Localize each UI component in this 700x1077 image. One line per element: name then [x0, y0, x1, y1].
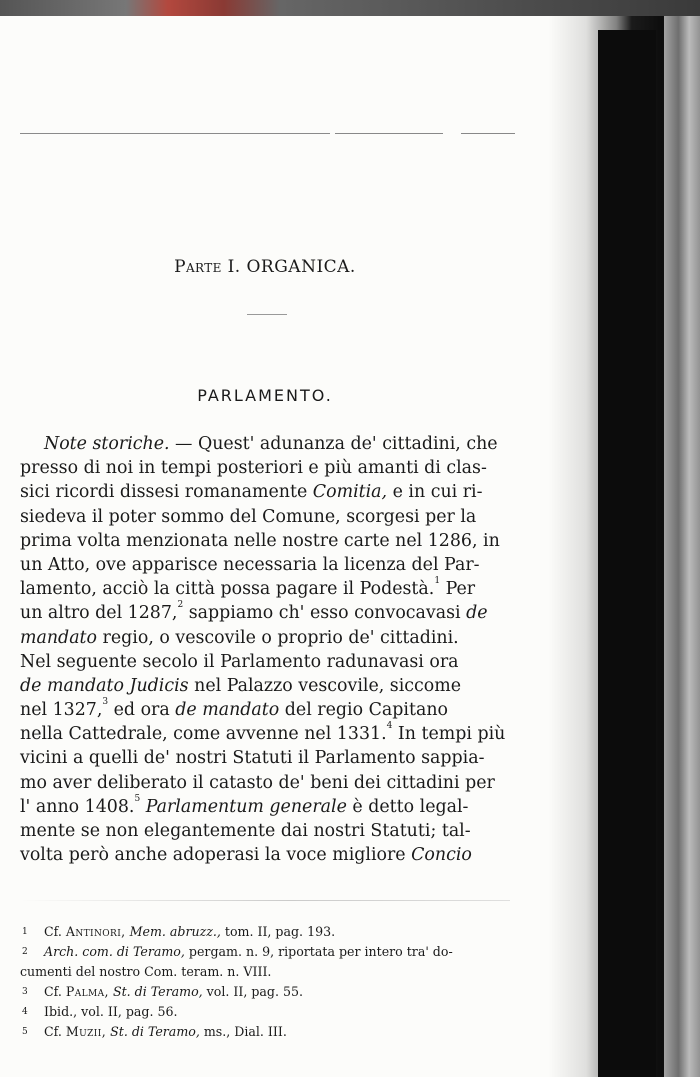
footnote	[20, 982, 490, 1002]
author-name: Muzii,	[65, 1024, 107, 1039]
italic-run: St. di Teramo,	[110, 1024, 200, 1039]
text-run: ed ora	[108, 700, 176, 721]
text-run: tom. II, pag. 193.	[220, 924, 336, 939]
footnote	[20, 1022, 490, 1042]
text-run: presso di noi in tempi posteriori e più amanti di clas-	[20, 458, 487, 479]
footnote-marker: 2	[177, 600, 184, 611]
footnote-separator	[20, 900, 510, 901]
italic-run: de mandato Judicis	[20, 675, 189, 696]
italic-run: mandato	[20, 627, 98, 648]
text-run: l' anno 1408.	[20, 796, 135, 817]
italic-run: de mandato	[175, 700, 280, 721]
text-run: mente se non elegantemente dai nostri Statuti; tal-	[20, 821, 471, 841]
body-line	[20, 601, 487, 625]
footnote-number: 5	[22, 1027, 28, 1037]
text-run: ms., Dial. III.	[199, 1024, 287, 1039]
footnote-number: 1	[22, 927, 28, 937]
author-name: Palma,	[65, 984, 109, 999]
footnotes	[20, 922, 490, 1042]
footnote-number: 2	[22, 947, 28, 957]
body-line	[20, 505, 487, 529]
title-divider	[247, 314, 287, 315]
text-run: Per	[440, 579, 476, 600]
scan-top-edge	[0, 0, 700, 16]
body-line	[20, 529, 500, 553]
book-spine	[598, 30, 656, 1077]
text-run: sici ricordi dissesi romanamente	[20, 482, 313, 503]
text-run: regio, o vescovile o proprio de' cittadini.	[97, 627, 459, 648]
text-run: — Quest' adunanza de' cittadini, che	[169, 434, 498, 454]
body-line	[20, 819, 487, 843]
part-title	[0, 257, 530, 277]
text-run: un altro del 1287,	[20, 603, 178, 624]
body-line	[20, 721, 506, 746]
body-line	[20, 674, 487, 698]
footnote-continuation	[20, 962, 490, 982]
italic-run: de	[466, 603, 488, 624]
body-line	[20, 626, 487, 650]
book-edge	[664, 16, 700, 1077]
text-run: prima volta menzionata nelle nostre carte nel 1286, in	[20, 530, 500, 551]
text-run: vol. II, pag. 55.	[202, 984, 304, 999]
text-run: mo aver deliberato il catasto de' beni dei cittadini per	[20, 772, 495, 793]
italic-run: Concio	[411, 845, 472, 866]
text-run: nel 1327,	[20, 700, 103, 721]
body-line	[20, 577, 487, 601]
text-run: Ibid., vol. II, pag. 56.	[44, 1004, 178, 1019]
text-run: nella Cattedrale, come avvenne nel 1331.	[20, 724, 387, 745]
text-run: vicini a quelli de' nostri Statuti il Parlamento sappia-	[20, 748, 485, 769]
text-run: nel Palazzo vescovile, siccome	[188, 675, 462, 696]
body-line	[20, 746, 487, 770]
text-run: Cf.	[44, 984, 66, 999]
footnote	[20, 1002, 490, 1022]
italic-run: Comitia,	[312, 482, 388, 503]
italic-run: Arch. com. di Teramo,	[44, 944, 185, 959]
footnote-marker: 3	[102, 697, 109, 708]
text-run: Cf.	[44, 924, 66, 939]
footnote	[20, 942, 490, 962]
italic-run: Note storiche.	[44, 434, 170, 454]
text-run: Cf.	[44, 1024, 66, 1039]
header-rule-right	[335, 133, 515, 134]
body-line	[20, 698, 487, 722]
footnote	[20, 922, 490, 942]
part-title-prefix: Parte I.	[174, 257, 241, 277]
text-run: un Atto, ove apparisce necessaria la licenza del Par-	[20, 554, 480, 575]
text-run: e in cui ri-	[387, 482, 483, 503]
body-line	[20, 650, 487, 674]
text-run: lamento, acciò la città possa pagare il Podestà.	[20, 579, 435, 600]
author-name: Antinori,	[65, 924, 126, 939]
text-run: è detto legal-	[346, 796, 469, 817]
italic-run: Mem. abruzz.,	[129, 924, 221, 939]
header-rule	[20, 133, 330, 134]
body-line	[20, 795, 487, 819]
body-line	[20, 771, 495, 795]
footnote-marker: 1	[434, 576, 441, 587]
text-run: siedeva il poter sommo del Comune, scorgesi per la	[20, 506, 477, 527]
body-text	[20, 432, 506, 867]
text-run: pergam. n. 9, riportata per intero tra' do-	[184, 944, 453, 959]
text-run: sappiamo ch' esso convocavasi	[183, 603, 467, 624]
text-run: volta però anche adoperasi la voce migliore	[20, 845, 412, 866]
italic-run: Parlamentum generale	[145, 796, 347, 817]
body-line	[20, 432, 498, 456]
text-run: Nel seguente secolo il Parlamento radunavasi ora	[20, 651, 459, 672]
footnote-number: 4	[22, 1007, 28, 1017]
body-line	[20, 456, 487, 480]
text-run: cumenti del nostro Com. teram. n. VIII.	[20, 964, 272, 979]
text-run: del regio Capitano	[279, 700, 449, 721]
footnote-marker: 4	[386, 721, 393, 732]
body-line	[20, 553, 487, 577]
footnote-marker: 5	[134, 793, 141, 804]
body-line	[20, 843, 487, 867]
body-line	[20, 480, 487, 504]
footnote-number: 3	[22, 987, 28, 997]
text-run: In tempi più	[392, 724, 506, 745]
italic-run: St. di Teramo,	[112, 984, 203, 999]
section-title: PARLAMENTO.	[197, 386, 333, 405]
part-title-name: ORGANICA.	[246, 257, 356, 277]
